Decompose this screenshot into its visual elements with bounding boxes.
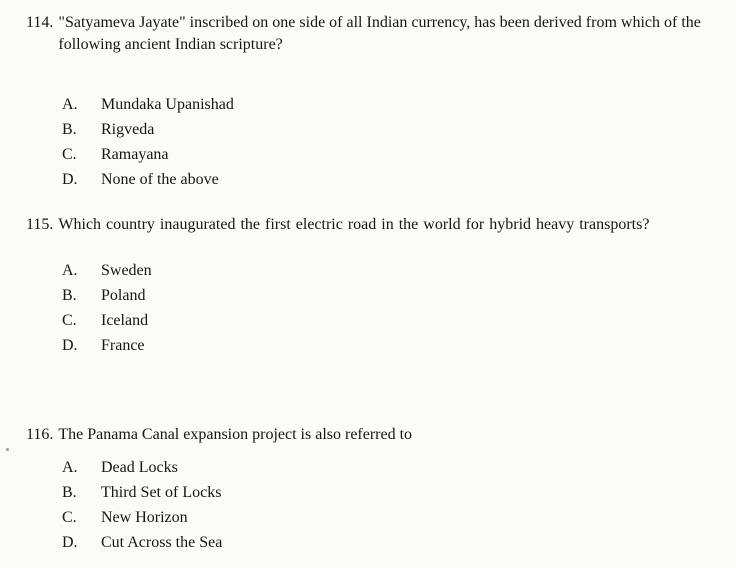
option-c xyxy=(62,308,710,333)
question-114 xyxy=(26,12,710,192)
option-a xyxy=(62,455,710,480)
question-header xyxy=(26,214,710,236)
option-text: Dead Locks xyxy=(101,459,178,476)
option-d xyxy=(62,167,710,192)
option-b xyxy=(62,283,710,308)
option-b xyxy=(62,480,710,505)
options-list xyxy=(62,258,710,358)
question-number: 114. xyxy=(26,14,54,31)
option-text: Rigveda xyxy=(101,121,155,138)
question-header xyxy=(26,12,710,56)
option-b xyxy=(62,117,710,142)
option-text: Poland xyxy=(101,287,146,304)
option-letter: A. xyxy=(62,96,78,113)
option-d xyxy=(62,530,710,555)
option-text: France xyxy=(101,337,145,354)
question-text: "Satyameva Jayate" inscribed on one side of all Indian currency, has been derived from which of the following ancient Indian scripture? xyxy=(58,14,701,53)
question-text: Which country inaugurated the first electric road in the world for hybrid heavy transports? xyxy=(58,216,650,233)
question-115 xyxy=(26,214,710,358)
option-letter: A. xyxy=(62,262,78,279)
option-text: Ramayana xyxy=(101,146,169,163)
option-text: Third Set of Locks xyxy=(101,484,222,501)
question-text: The Panama Canal expansion project is also referred to xyxy=(58,426,413,443)
option-c xyxy=(62,505,710,530)
option-letter: C. xyxy=(62,509,77,526)
option-c xyxy=(62,142,710,167)
option-letter: D. xyxy=(62,337,78,354)
option-letter: D. xyxy=(62,171,78,188)
option-text: Mundaka Upanishad xyxy=(101,96,234,113)
question-number: 116. xyxy=(26,426,54,443)
option-a xyxy=(62,258,710,283)
option-letter: C. xyxy=(62,312,77,329)
option-text: Iceland xyxy=(101,312,149,329)
option-a xyxy=(62,92,710,117)
options-list xyxy=(62,92,710,192)
question-header xyxy=(26,424,710,446)
scan-speck xyxy=(6,448,9,451)
option-d xyxy=(62,333,710,358)
option-letter: D. xyxy=(62,534,78,551)
options-list xyxy=(62,455,710,555)
option-letter: B. xyxy=(62,287,77,304)
option-text: Sweden xyxy=(101,262,152,279)
option-letter: A. xyxy=(62,459,78,476)
question-number: 115. xyxy=(26,216,54,233)
option-text: Cut Across the Sea xyxy=(101,534,223,551)
option-letter: C. xyxy=(62,146,77,163)
question-116 xyxy=(26,424,710,555)
option-letter: B. xyxy=(62,121,77,138)
option-letter: B. xyxy=(62,484,77,501)
option-text: New Horizon xyxy=(101,509,188,526)
option-text: None of the above xyxy=(101,171,219,188)
